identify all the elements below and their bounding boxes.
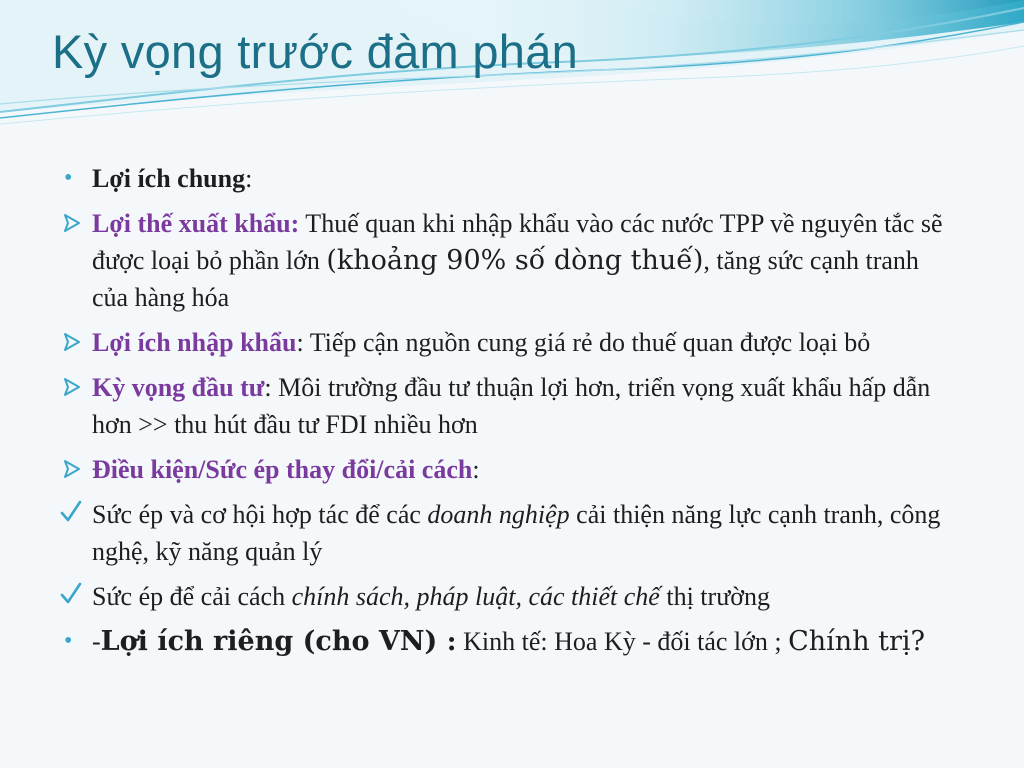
item-text: cải thiện năng lực cạnh tranh, công nghệ, kỹ năng quản lý [92, 500, 941, 566]
item-text: Kinh tế: Hoa Kỳ - đối tác lớn ; [456, 627, 789, 656]
item-text: Thuế quan khi nhập khẩu vào các nước TPP về nguyên tắc sẽ được loại bỏ phần lớn [92, 209, 943, 275]
item-prefix: - [92, 627, 101, 656]
list-item [58, 324, 958, 361]
item-lead: Kỳ vọng đầu tư [92, 373, 265, 402]
arrow-bullet-icon [62, 213, 82, 233]
slide-title: Kỳ vọng trước đàm phán [52, 25, 579, 78]
item-text: , tăng sức cạnh tranh của hàng hóa [92, 246, 919, 312]
list-item [58, 160, 958, 197]
item-lead: Lợi ích chung [92, 164, 246, 193]
bullet-icon: • [64, 165, 73, 191]
item-text: thị trường [659, 582, 771, 611]
item-text: Chính trị? [788, 626, 926, 657]
item-text: Sức ép và cơ hội hợp tác để các [92, 500, 428, 529]
item-lead: Lợi ích riêng (cho VN) : [100, 626, 457, 657]
item-text: : [245, 164, 253, 193]
list-item [58, 623, 958, 660]
list-item [58, 496, 958, 570]
item-text-highlight: (khoảng 90% số dòng thuế) [326, 245, 704, 276]
item-lead: Điều kiện/Sức ép thay đổi/cải cách [92, 455, 473, 484]
item-text: : [472, 455, 480, 484]
slide-content [58, 160, 958, 668]
arrow-bullet-icon [62, 459, 82, 479]
arrow-bullet-icon [62, 377, 82, 397]
bullet-icon: • [64, 628, 73, 654]
item-text: : Tiếp cận nguồn cung giá rẻ do thuế quan được loại bỏ [296, 328, 871, 357]
item-text: : Môi trường đầu tư thuận lợi hơn, triển vọng xuất khẩu hấp dẫn hơn >> thu hút đầu tư FDI nhiều hơn [92, 373, 931, 439]
item-text-emphasis: chính sách, pháp luật, các thiết chế [291, 582, 660, 611]
list-item [58, 578, 958, 615]
list-item [58, 205, 958, 316]
item-text-emphasis: doanh nghiệp [427, 500, 570, 529]
checkmark-icon [60, 578, 82, 608]
list-item [58, 369, 958, 443]
list-item [58, 451, 958, 488]
arrow-bullet-icon [62, 332, 82, 352]
item-lead: Lợi ích nhập khẩu [92, 328, 297, 357]
item-lead: Lợi thế xuất khẩu: [92, 209, 300, 238]
item-text: Sức ép để cải cách [92, 582, 292, 611]
checkmark-icon [60, 496, 82, 526]
